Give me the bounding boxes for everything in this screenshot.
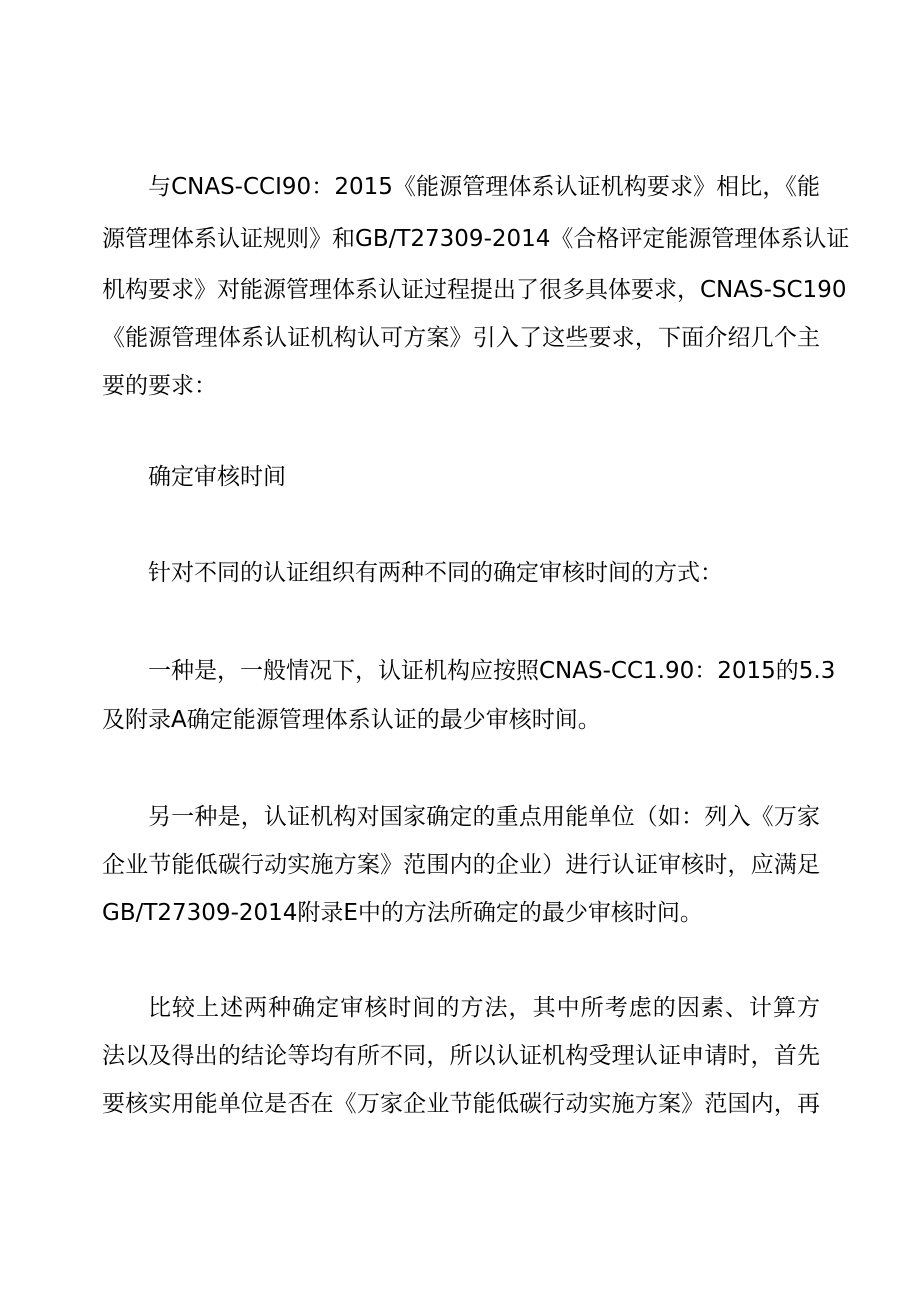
paragraph-method-two-line-2: 企业节能低碳行动实施方案》范围内的企业）进行认证审核时，应满足 bbox=[102, 852, 820, 878]
section-heading: 确定审核时间 bbox=[148, 464, 286, 490]
paragraph-intro-line-5: 要的要求： bbox=[102, 373, 217, 399]
paragraph-intro-line-3: 机构要求》对能源管理体系认证过程提出了很多具体要求，CNAS-SC190 bbox=[102, 277, 847, 303]
paragraph-comparison-line-1: 比较上述两种确定审核时间的方法，其中所考虑的因素、计算方 bbox=[148, 995, 820, 1021]
paragraph-intro-line-4: 《能源管理体系认证机构认可方案》引入了这些要求，下面介绍几个主 bbox=[102, 325, 820, 351]
paragraph-intro-line-2: 源管理体系认证规则》和GB/T27309-2014《合格评定能源管理体系认证 bbox=[102, 226, 850, 252]
paragraph-method-two-line-1: 另一种是，认证机构对国家确定的重点用能单位（如：列入《万家 bbox=[148, 804, 820, 830]
paragraph-comparison-line-2: 法以及得出的结论等均有所不同，所以认证机构受理认证申请时，首先 bbox=[102, 1043, 820, 1069]
paragraph-method-one-line-2: 及附录A确定能源管理体系认证的最少审核时间。 bbox=[102, 707, 601, 733]
paragraph-comparison-line-3: 要核实用能单位是否在《万家企业节能低碳行动实施方案》范国内，再 bbox=[102, 1091, 820, 1117]
paragraph-method-one-line-1: 一种是，一般情况下，认证机构应按照CNAS-CC1.90：2015的5.3 bbox=[148, 658, 836, 684]
paragraph-methods-intro-line-1: 针对不同的认证组织有两种不同的确定审核时间的方式： bbox=[148, 560, 723, 586]
paragraph-method-two-line-3: GB/T27309-2014附录E中的方法所确定的最少审核时问。 bbox=[102, 900, 703, 926]
paragraph-intro-line-1: 与CNAS-CCI90：2015《能源管理体系认证机构要求》相比，《能 bbox=[148, 174, 820, 200]
